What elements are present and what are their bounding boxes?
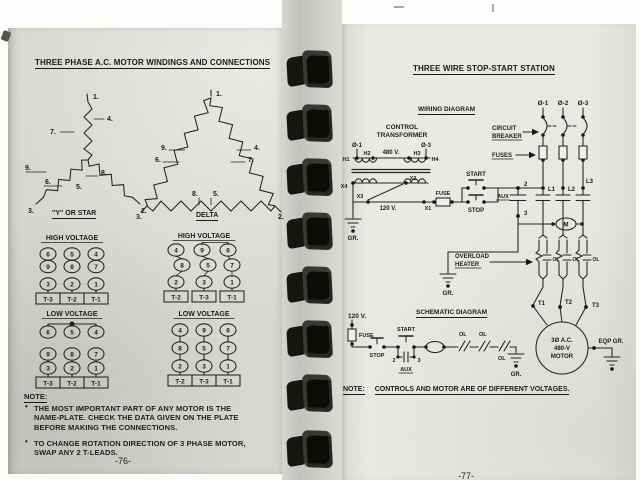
delta-lead-label: 2. bbox=[278, 214, 284, 221]
ol-label: OL bbox=[459, 332, 467, 338]
svg-text:T-1: T-1 bbox=[227, 294, 237, 302]
l-terminal-labels bbox=[548, 179, 594, 193]
svg-text:T-2: T-2 bbox=[175, 378, 185, 386]
node3-label: 3 bbox=[524, 211, 528, 217]
h-terminal: H4 bbox=[431, 157, 439, 163]
svg-text:7: 7 bbox=[226, 345, 230, 353]
ol-label: OL bbox=[592, 257, 600, 263]
ol-label: OL bbox=[572, 257, 580, 263]
svg-text:T-2: T-2 bbox=[67, 296, 77, 304]
svg-text:6: 6 bbox=[46, 329, 50, 337]
delta-lead-label: 5. bbox=[213, 191, 219, 198]
svg-text:480-V: 480-V bbox=[553, 346, 571, 352]
t-terminal: T3 bbox=[592, 303, 600, 309]
bullet-icon: • bbox=[25, 436, 28, 446]
overload-heater-label: OVERLOAD bbox=[455, 254, 490, 260]
schematic-stop-label: STOP bbox=[369, 353, 385, 359]
svg-text:T-1: T-1 bbox=[223, 378, 233, 386]
binding-coil bbox=[285, 211, 335, 253]
spiral-binding bbox=[282, 0, 342, 480]
delta-lead-label: 8. bbox=[192, 191, 198, 198]
svg-text:T-1: T-1 bbox=[91, 296, 101, 304]
ol-labels bbox=[553, 257, 600, 263]
right-page-title: THREE WIRE STOP-START STATION bbox=[413, 64, 555, 73]
svg-text:8: 8 bbox=[70, 264, 74, 271]
svg-text:2: 2 bbox=[70, 281, 74, 289]
delta-winding-diagram bbox=[133, 84, 285, 226]
svg-text:T-2: T-2 bbox=[171, 294, 181, 302]
star-lead-label: 3. bbox=[28, 208, 34, 215]
svg-text:3Ø A.C.: 3Ø A.C. bbox=[551, 338, 573, 344]
node2-label: 2 bbox=[524, 182, 528, 188]
table-title: HIGH VOLTAGE bbox=[177, 233, 231, 240]
table-title: LOW VOLTAGE bbox=[178, 311, 230, 318]
svg-text:T-3: T-3 bbox=[43, 296, 53, 304]
x-terminal: X1 bbox=[424, 206, 432, 212]
delta-low-voltage-table bbox=[158, 308, 250, 394]
l-terminal: L3 bbox=[586, 179, 594, 185]
delta-lead-label: 6. bbox=[155, 157, 161, 164]
svg-text:3: 3 bbox=[46, 281, 50, 289]
table-title: LOW VOLTAGE bbox=[46, 311, 98, 318]
ground-label: GR. bbox=[347, 236, 359, 242]
svg-text:9: 9 bbox=[200, 247, 204, 255]
svg-text:5: 5 bbox=[206, 262, 210, 270]
ol-label: OL bbox=[479, 332, 487, 338]
secondary-voltage-label: 120 V. bbox=[379, 206, 397, 212]
table-title: HIGH VOLTAGE bbox=[45, 235, 99, 242]
svg-text:4: 4 bbox=[94, 329, 98, 337]
svg-text:5: 5 bbox=[70, 251, 74, 259]
svg-text:4: 4 bbox=[174, 247, 178, 255]
star-lead-label: 8. bbox=[101, 170, 107, 177]
schematic-m-coil bbox=[426, 342, 444, 353]
svg-text:7: 7 bbox=[94, 351, 98, 359]
star-high-voltage-table bbox=[26, 232, 118, 306]
overload-arrow-icon bbox=[490, 259, 533, 265]
t-terminal-labels bbox=[538, 300, 600, 309]
phase-left-label: Ø-1 bbox=[351, 143, 363, 149]
svg-text:T-2: T-2 bbox=[67, 380, 77, 388]
fuses-label: FUSES bbox=[492, 153, 513, 159]
binding-coil bbox=[285, 265, 335, 307]
svg-text:5: 5 bbox=[202, 345, 206, 353]
left-page-number: -76- bbox=[115, 456, 132, 466]
star-low-voltage-table bbox=[26, 308, 118, 394]
schematic-node2-label: 2 bbox=[392, 358, 396, 364]
binding-coil bbox=[285, 373, 335, 415]
svg-text:3: 3 bbox=[202, 363, 206, 371]
control-transformer-labels bbox=[377, 124, 428, 139]
schematic-fuse-label: FUSE bbox=[359, 333, 374, 339]
line-fuses bbox=[539, 146, 587, 159]
schematic-node3-label: 3 bbox=[417, 358, 421, 364]
bullet-icon: • bbox=[25, 402, 28, 411]
right-page-number: -77- bbox=[458, 471, 475, 481]
phase-label: Ø-2 bbox=[557, 100, 569, 107]
svg-text:4: 4 bbox=[94, 251, 98, 259]
svg-text:7: 7 bbox=[94, 264, 98, 271]
right-note-text: CONTROLS AND MOTOR ARE OF DIFFERENT VOLTAGES. bbox=[374, 386, 570, 393]
note-item: • THE MOST IMPORTANT PART OF ANY MOTOR IS THE NAME-PLATE. CHECK THE DATA GIVEN ON THE PLATE BEFORE MAKING THE CONNECTIONS. bbox=[25, 402, 239, 432]
binding-coil bbox=[285, 429, 335, 471]
scan-artifact bbox=[492, 4, 494, 12]
l-terminal: L1 bbox=[548, 187, 556, 193]
binding-coil bbox=[285, 157, 335, 199]
svg-text:2: 2 bbox=[174, 279, 178, 287]
star-lead-label: 2. bbox=[141, 208, 147, 215]
wiring-diagram-caption: WIRING DIAGRAM bbox=[418, 106, 476, 113]
right-note-label: NOTE: bbox=[343, 386, 365, 393]
scan-artifact bbox=[394, 6, 404, 8]
circuit-breaker-label: CIRCUIT bbox=[492, 126, 517, 132]
svg-text:1: 1 bbox=[94, 281, 98, 289]
svg-text:6: 6 bbox=[226, 247, 230, 255]
star-windings bbox=[26, 94, 140, 204]
ground-dot bbox=[351, 229, 355, 233]
phase-labels bbox=[538, 100, 589, 107]
schematic-voltage-label: 120 V. bbox=[348, 313, 367, 320]
delta-lead-label: 7. bbox=[248, 157, 254, 164]
svg-text:6: 6 bbox=[46, 251, 50, 259]
m-coil-wires bbox=[440, 216, 582, 282]
overload-heater-label: HEATER bbox=[455, 262, 480, 268]
l-terminal: L2 bbox=[568, 187, 576, 193]
circuit-breaker-arrow-icon bbox=[523, 129, 539, 135]
eqp-gr-label: EQP GR. bbox=[598, 339, 624, 345]
start-label: START bbox=[466, 172, 486, 178]
svg-text:2: 2 bbox=[70, 365, 74, 373]
primary-voltage-label: 480 V. bbox=[382, 150, 400, 156]
x-terminal: X4 bbox=[340, 184, 348, 190]
svg-text:9: 9 bbox=[46, 264, 50, 271]
circuit-breaker-label: BREAKER bbox=[492, 134, 522, 140]
svg-text:T-3: T-3 bbox=[199, 294, 209, 302]
svg-text:9: 9 bbox=[202, 327, 206, 335]
right-note bbox=[343, 386, 569, 393]
schematic-ground-label: GR. bbox=[510, 372, 522, 378]
svg-text:4: 4 bbox=[178, 327, 182, 335]
m-coil-label: M bbox=[563, 222, 569, 229]
svg-text:MOTOR: MOTOR bbox=[550, 354, 574, 360]
star-caption: "Y" OR STAR bbox=[52, 210, 97, 217]
svg-text:1: 1 bbox=[94, 365, 98, 373]
binding-coil bbox=[285, 49, 335, 91]
h-terminal: H3 bbox=[413, 151, 421, 157]
note-title: NOTE: bbox=[24, 392, 48, 401]
phase-label: Ø-1 bbox=[537, 100, 549, 107]
delta-high-voltage-table bbox=[158, 230, 250, 304]
delta-lead-label: 4. bbox=[254, 145, 260, 152]
star-lead-label: 5. bbox=[76, 184, 82, 191]
h-terminal: H1 bbox=[342, 157, 350, 163]
note-list bbox=[24, 404, 246, 464]
control-fuse-label: FUSE bbox=[435, 191, 451, 197]
schematic-aux-label: AUX bbox=[400, 367, 412, 373]
delta-caption: DELTA bbox=[196, 212, 219, 219]
x-terminal: X3 bbox=[356, 194, 364, 200]
stop-start-station-diagram bbox=[340, 85, 636, 420]
x-terminal: X2 bbox=[409, 176, 417, 182]
svg-text:T-3: T-3 bbox=[43, 380, 53, 388]
control-fuse bbox=[436, 198, 450, 206]
svg-text:3: 3 bbox=[202, 279, 206, 287]
motor-text bbox=[551, 338, 574, 360]
delta-lead-label: 9. bbox=[161, 145, 167, 152]
schematic-dots bbox=[350, 323, 518, 368]
svg-text:6: 6 bbox=[226, 327, 230, 335]
svg-text:7: 7 bbox=[230, 262, 234, 270]
note-item: • TO CHANGE ROTATION DIRECTION OF 3 PHASE MOTOR, SWAP ANY 2 T-LEADS. bbox=[25, 436, 246, 458]
ol-label: OL bbox=[498, 356, 506, 362]
t-terminal: T2 bbox=[565, 300, 573, 306]
binding-coil bbox=[285, 319, 335, 361]
phase-right-label: Ø-3 bbox=[420, 143, 432, 149]
schematic-diagram-caption: SCHEMATIC DIAGRAM bbox=[416, 309, 488, 316]
star-lead-label: 9. bbox=[25, 165, 31, 172]
svg-text:2: 2 bbox=[178, 363, 182, 371]
phase-label: Ø-3 bbox=[577, 100, 589, 107]
equipment-ground bbox=[588, 348, 620, 365]
svg-text:T-3: T-3 bbox=[199, 378, 209, 386]
star-lead-label: 4. bbox=[107, 116, 113, 123]
svg-text:CONTROL: CONTROL bbox=[385, 124, 419, 131]
left-page-title: THREE PHASE A.C. MOTOR WINDINGS AND CONNECTIONS bbox=[35, 58, 271, 67]
stop-label: STOP bbox=[467, 208, 485, 214]
delta-lead-label: 3. bbox=[136, 214, 142, 221]
aux-label: AUX bbox=[497, 194, 509, 200]
svg-text:8: 8 bbox=[180, 262, 184, 270]
star-lead-label: 7. bbox=[50, 129, 56, 136]
h-terminal: H2 bbox=[363, 151, 371, 157]
binding-coil bbox=[285, 103, 335, 145]
svg-text:8: 8 bbox=[178, 345, 182, 353]
svg-text:1: 1 bbox=[226, 363, 230, 371]
svg-text:9: 9 bbox=[46, 351, 50, 359]
delta-lead-label: 1. bbox=[216, 91, 222, 98]
star-lead-label: 6. bbox=[45, 179, 51, 186]
ol-label: OL bbox=[552, 257, 560, 263]
svg-text:TRANSFORMER: TRANSFORMER bbox=[376, 132, 428, 139]
t-terminal: T1 bbox=[538, 301, 546, 307]
svg-text:1: 1 bbox=[230, 279, 234, 287]
fuses-arrow-icon bbox=[516, 152, 536, 158]
svg-text:3: 3 bbox=[46, 365, 50, 373]
svg-text:5: 5 bbox=[70, 329, 74, 337]
svg-text:T-1: T-1 bbox=[91, 380, 101, 388]
star-lead-label: 1. bbox=[93, 94, 99, 101]
ground-label: GR. bbox=[442, 291, 454, 297]
schematic-fuse bbox=[348, 329, 356, 341]
overload-units bbox=[536, 235, 591, 287]
svg-text:8: 8 bbox=[70, 351, 74, 359]
schematic-start-label: START bbox=[397, 327, 415, 333]
